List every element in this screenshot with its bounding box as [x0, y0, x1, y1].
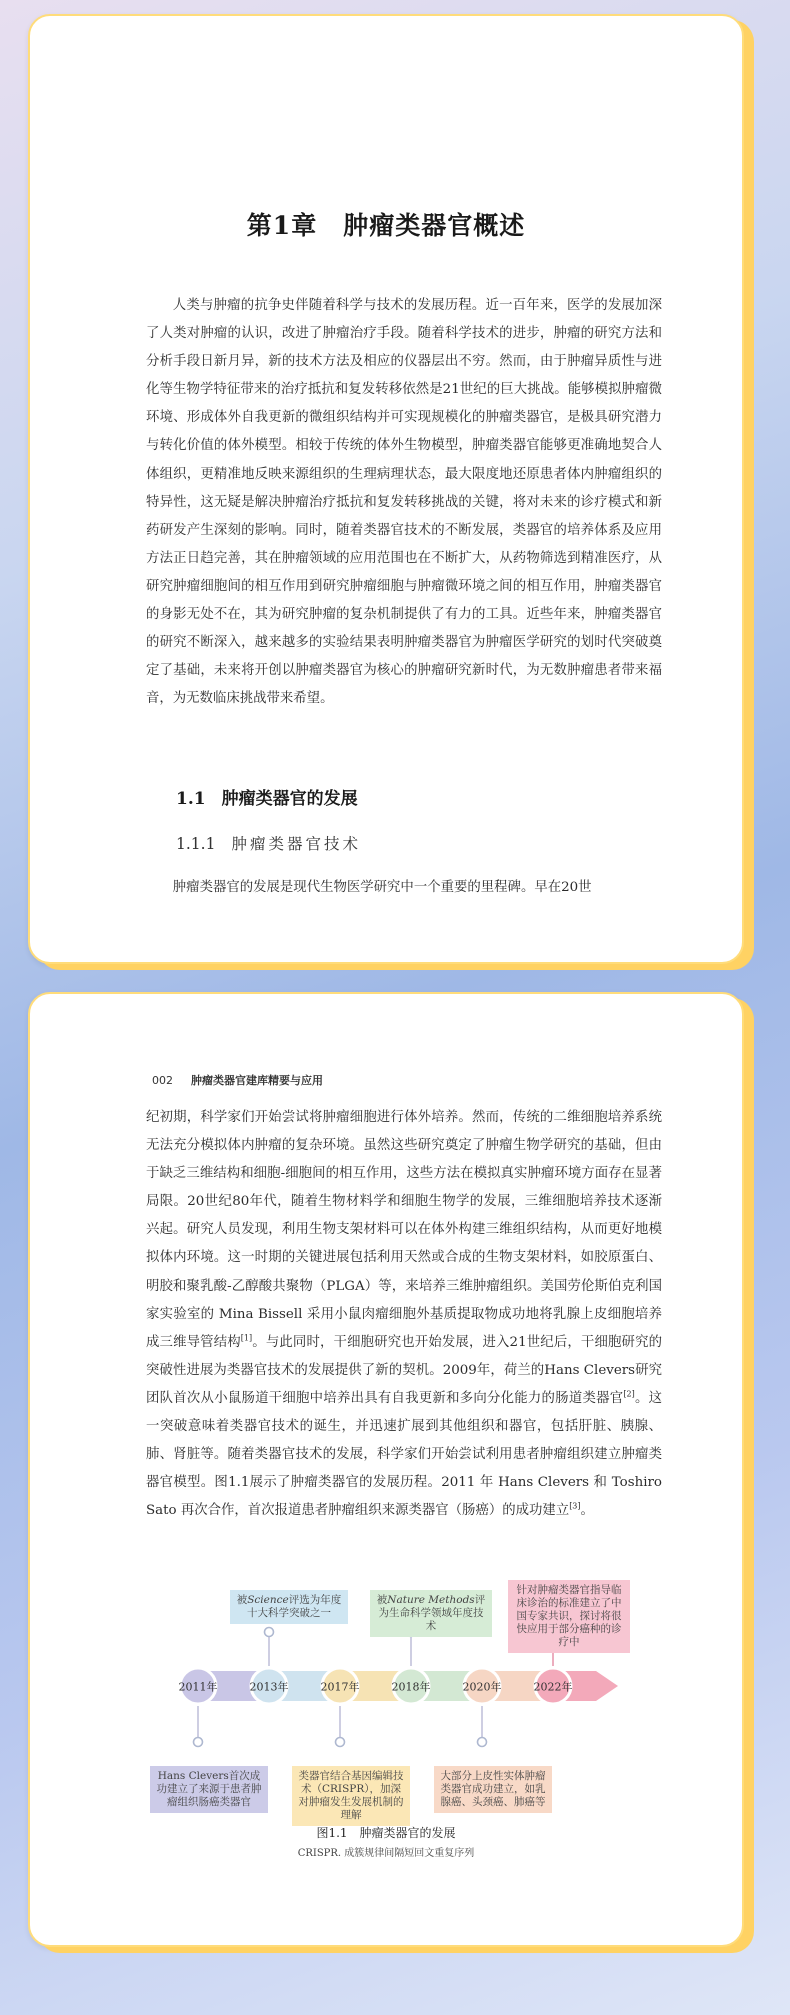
timeline-figure [30, 1580, 742, 1910]
note-2011: Hans Clevers首次成功建立了来源于患者肿瘤组织肠癌类器官 [150, 1766, 268, 1813]
chapter-title: 第1章 肿瘤类器官概述 [246, 211, 526, 240]
note-2018: 被Nature Methods评为生命科学领域年度技术 [370, 1590, 492, 1637]
running-title: 肿瘤类器官建库精要与应用 [191, 1074, 323, 1087]
running-head [152, 1072, 323, 1088]
year-label: 2020年 [462, 1680, 502, 1694]
citation-3[interactable]: [3] [569, 1501, 581, 1511]
timeline-arrow [596, 1671, 618, 1701]
year-label: 2018年 [391, 1680, 431, 1694]
body-text-end: 。 [580, 1503, 594, 1519]
section-heading [176, 784, 358, 809]
intro-paragraph: 人类与肿瘤的抗争史伴随着科学与技术的发展历程。近一百年来，医学的发展加深了人类对肿瘤的认识，改进了肿瘤治疗手段。随着科学技术的进步，肿瘤的研究方法和分析手段日新月异，新的技术方法及相应的仪器层出不穷。然而，由于肿瘤异质性与进化等生物学特征带来的治疗抵抗和复发转移依然是21世纪的巨大挑战。能够模拟肿瘤微环境、形成体外自我更新的微组织结构并可实现规模化的肿瘤类器官，是极具研究潜力与转化价值的体外模型。相较于传统的体外生物模型，肿瘤类器官能够更准确地契合人体组织，更精准地反映来源组织的生理病理状态，最大限度地还原患者体内肿瘤组织的特异性，这无疑是解决肿瘤治疗抵抗和复发转移挑战的关键，将对未来的诊疗模式和新药研发产生深刻的影响。同时，随着类器官技术的不断发展，类器官的培养体系及应用方法正日趋完善，其在肿瘤领域的应用范围也在不断扩大，从药物筛选到精准医疗，从研究肿瘤细胞间的相互作用到研究肿瘤细胞与肿瘤微环境之间的相互作用，肿瘤类器官的身影无处不在，其为研究肿瘤的复杂机制提供了有力的工具。近些年来，肿瘤类器官的研究不断深入，越来越多的实验结果表明肿瘤类器官为肿瘤医学研究的划时代突破奠定了基础，未来将开创以肿瘤类器官为核心的肿瘤研究新时代，为无数肿瘤患者带来福音，为无数临床挑战带来希望。 [146, 298, 662, 707]
figure-note: CRISPR. 成簇规律间隔短回文重复序列 [297, 1848, 475, 1859]
body-text-a: 纪初期，科学家们开始尝试将肿瘤细胞进行体外培养。然而，传统的二维细胞培养系统无法充分模拟体内肿瘤的复杂环境。虽然这些研究奠定了肿瘤生物学研究的基础，但由于缺乏三维结构和细胞-细胞间的相互作用，这些方法在模拟真实肿瘤环境方面存在显著局限。20世纪80年代，随着生物材料学和细胞生物学的发展，三维细胞培养技术逐渐兴起。研究人员发现，利用生物支架材料可以在体外构建三维组织结构，从而更好地模拟体内环境。这一时期的关键进展包括利用天然或合成的生物支架材料，如胶原蛋白、明胶和聚乳酸-乙醇酸共聚物（PLGA）等，来培养三维肿瘤组织。美国劳伦斯伯克利国家实验室的 Mina Bissell 采用小鼠肉瘤细胞外基质提取物成功地将乳腺上皮细胞培养成三维导管结构 [146, 1110, 662, 1350]
body-paragraph [146, 1104, 662, 1525]
subsection-title: 肿瘤类器官技术 [231, 835, 361, 853]
page-2 [28, 992, 744, 1947]
page-number: 002 [152, 1074, 173, 1087]
note-2020: 大部分上皮性实体肿瘤类器官成功建立，如乳腺癌、头颈癌、肺癌等 [434, 1766, 552, 1813]
year-label: 2011年 [178, 1680, 218, 1694]
citation-1[interactable]: [1] [240, 1333, 253, 1343]
note-2017: 类器官结合基因编辑技术（CRISPR），加深对肿瘤发生发展机制的理解 [292, 1766, 410, 1826]
subsection-number: 1.1.1 [176, 835, 216, 853]
citation-2[interactable]: [2] [623, 1389, 635, 1399]
timeline-stem-knob [194, 1738, 203, 1747]
timeline-stem-knob [265, 1628, 274, 1637]
timeline-stem-knob [478, 1738, 487, 1747]
body-text-c: 。这一突破意味着类器官技术的诞生，并迅速扩展到其他组织和器官，包括肝脏、胰腺、肺、肾脏等。随着类器官技术的发展，科学家们开始尝试利用患者肿瘤组织建立肿瘤类器官模型。图1.1展示了肿瘤类器官的发展历程。2011 年 Hans Clevers 和 Toshiro Sato 再次合作，首次报道患者肿瘤组织来源类器官（肠癌）的成功建立 [146, 1390, 662, 1519]
subsection-heading [176, 832, 361, 854]
figure-caption: 图1.1 肿瘤类器官的发展 [316, 1826, 456, 1840]
year-label: 2017年 [320, 1680, 360, 1694]
year-label: 2013年 [249, 1680, 289, 1694]
subsection-paragraph-start: 肿瘤类器官的发展是现代生物医学研究中一个重要的里程碑。早在20世 [172, 880, 592, 895]
page-1 [28, 14, 744, 964]
section-number: 1.1 [176, 789, 206, 809]
timeline-stem-knob [336, 1738, 345, 1747]
note-2022: 针对肿瘤类器官指导临床诊治的标准建立了中国专家共识，探讨将很快应用于部分癌种的诊疗中 [508, 1580, 630, 1653]
note-2013: 被Science评选为年度十大科学突破之一 [230, 1590, 348, 1624]
section-title: 肿瘤类器官的发展 [221, 789, 358, 809]
year-label: 2022年 [533, 1680, 573, 1694]
body-text-b: 。与此同时，干细胞研究也开始发展，进入21世纪后，干细胞研究的突破性进展为类器官技术的发展提供了新的契机。2009年，荷兰的Hans Clevers研究团队首次从小鼠肠道干细胞中培养出具有自我更新和多向分化能力的肠道类器官 [146, 1334, 663, 1406]
